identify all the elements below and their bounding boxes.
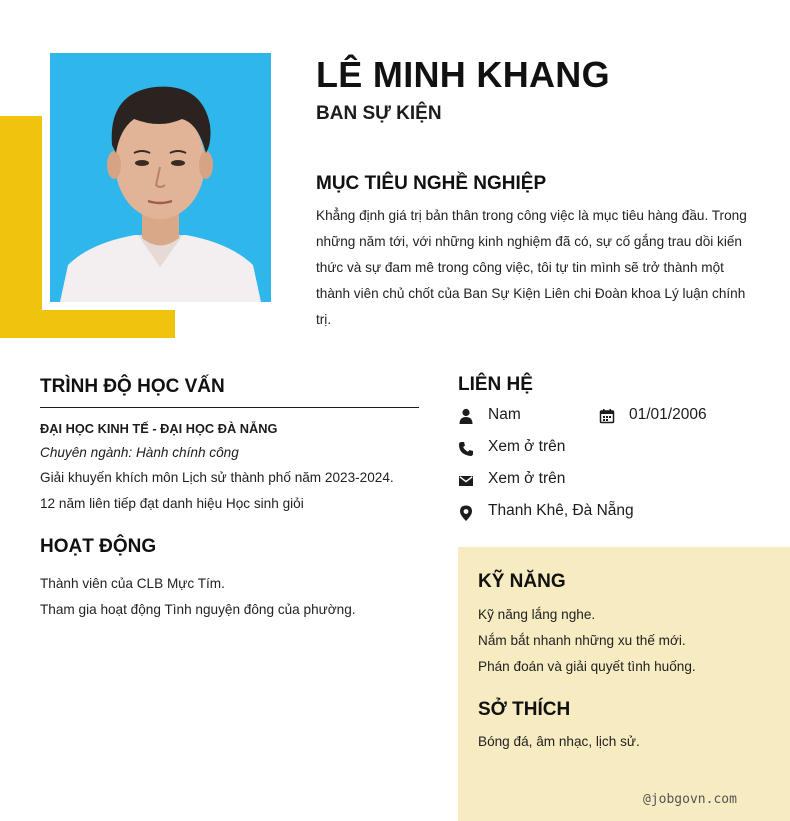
skill-item: Kỹ năng lắng nghe.: [478, 607, 596, 622]
education-school: ĐẠI HỌC KINH TẾ - ĐẠI HỌC ĐÀ NẴNG: [40, 421, 278, 436]
activity-item: Thành viên của CLB Mực Tím.: [40, 576, 225, 591]
profile-photo: [42, 45, 279, 310]
skill-item: Phán đoán và giải quyết tình huống.: [478, 659, 696, 674]
activity-item: Tham gia hoạt động Tình nguyện đông của phường.: [40, 602, 356, 617]
education-divider: [40, 407, 419, 408]
skills-heading: KỸ NĂNG: [478, 571, 566, 592]
candidate-role: BAN SỰ KIỆN: [316, 103, 442, 124]
hobbies-text: Bóng đá, âm nhạc, lịch sử.: [478, 734, 640, 749]
contact-phone: Xem ở trên: [488, 438, 566, 455]
phone-icon: [458, 441, 474, 457]
objective-heading: MỤC TIÊU NGHỀ NGHIỆP: [316, 173, 547, 194]
location-pin-icon: [458, 505, 474, 521]
candidate-name: LÊ MINH KHANG: [316, 54, 610, 95]
education-item: 12 năm liên tiếp đạt danh hiệu Học sinh giỏi: [40, 496, 304, 511]
portrait-illustration: [50, 53, 271, 302]
portrait-image: [50, 53, 271, 302]
contact-gender: Nam: [488, 406, 521, 423]
hobbies-heading: SỞ THÍCH: [478, 699, 571, 720]
education-major: Chuyên ngành: Hành chính công: [40, 445, 239, 460]
person-icon: [458, 408, 474, 424]
contact-heading: LIÊN HỆ: [458, 374, 533, 395]
activities-heading: HOẠT ĐỘNG: [40, 536, 157, 557]
education-heading: TRÌNH ĐỘ HỌC VẤN: [40, 376, 225, 397]
calendar-icon: [599, 408, 615, 424]
mail-icon: [458, 473, 474, 489]
contact-birthday: 01/01/2006: [629, 406, 707, 423]
contact-email: Xem ở trên: [488, 470, 566, 487]
watermark: @jobgovn.com: [643, 792, 737, 807]
skill-item: Nắm bắt nhanh những xu thế mới.: [478, 633, 686, 648]
education-item: Giải khuyến khích môn Lịch sử thành phố năm 2023-2024.: [40, 470, 394, 485]
contact-address: Thanh Khê, Đà Nẵng: [488, 502, 634, 519]
objective-text: Khẳng định giá trị bản thân trong công việc là mục tiêu hàng đầu. Trong những năm tới, với những kinh nghiệm đã có, sự cố gắng trau dồi kiến thức và sự đam mê trong công việc, tôi tự tin mình sẽ trở thành một thành viên chủ chốt của Ban Sự Kiện Liên chi Đoàn khoa Lý luận chính trị.: [316, 208, 747, 327]
